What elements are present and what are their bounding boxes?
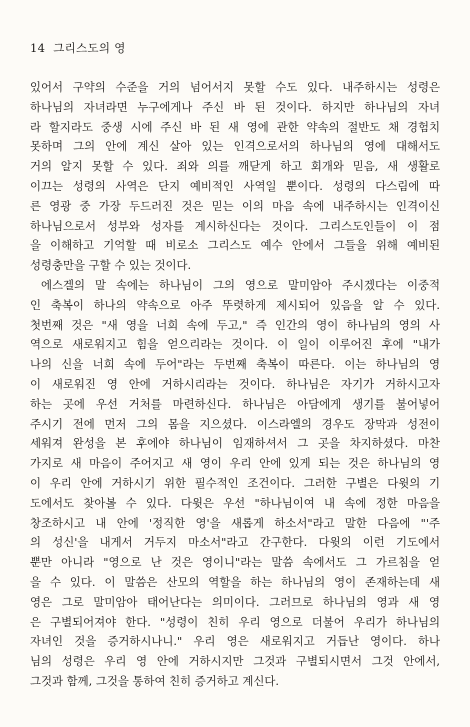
text-line: 이 새로워진 영 안에 거하시리라는 것이다. 하나님은 자기가 거하시고자 [30, 376, 440, 391]
text-line: 라 할지라도 중생 시에 주신 바 된 새 영에 관한 약속의 절반도 채 경험치 [30, 119, 440, 134]
text-line: 세워져 완성을 본 후에야 하나님이 임재하셔서 그 곳을 차지하셨다. 마찬 [30, 436, 440, 451]
text-line: 하나님으로서 성부와 성자를 계시하신다는 것이다. 그리스도인들이 이 점 [30, 218, 440, 233]
text-line: 나의 신을 너희 속에 두어"라는 두번째 축복이 따른다. 이는 하나님의 영 [30, 357, 440, 372]
text-line: 주시기 전에 먼저 그의 몸을 지으셨다. 이스라엘의 경우도 장막과 성전이 [30, 416, 440, 431]
text-line: 도에서도 찾아볼 수 있다. 다윗은 우선 "하나님이여 내 속에 정한 마음을 [30, 495, 440, 510]
running-head-title: 그리스도의 영 [53, 41, 126, 55]
text-line: 인 축복이 하나의 약속으로 아주 뚜렷하게 제시되어 있음을 알 수 있다. [30, 297, 440, 312]
text-line: 이끄는 성령의 사역은 단지 예비적인 사역일 뿐이다. 성령의 다스림에 따 [30, 178, 440, 193]
text-line: 그것과 함께, 그것을 통하여 친히 증거하고 계신다. [30, 673, 280, 688]
body-text [30, 78, 440, 692]
page-number: 14 [30, 41, 46, 55]
text-line: 성령충만을 구할 수 있는 것이다. [30, 258, 192, 273]
text-line: 을 이해하고 기억할 때 비로소 그리스도 예수 안에서 그들을 위해 예비된 [30, 238, 440, 253]
text-line: 첫번째 것은 "새 영을 너희 속에 두고," 즉 인간의 영이 하나님의 영의 사 [30, 317, 440, 332]
text-line: 창조하시고 내 안에 '정직한 영'을 새롭게 하소서"라고 말한 다음에 "'주 [30, 515, 440, 530]
text-line: 영은 그로 말미암아 태어난다는 의미이다. 그러므로 하나님의 영과 새 영 [30, 594, 440, 609]
text-line: 이 우리 안에 거하시기 위한 필수적인 조건이다. 그러한 구별은 다윗의 기 [30, 475, 440, 490]
text-line: 에스겔의 말 속에는 하나님이 그의 영으로 말미암아 주시겠다는 이중적 [41, 277, 440, 292]
text-line: 하는 곳에 우선 거처를 마련하신다. 하나님은 아담에게 생기를 불어넣어 [30, 396, 440, 411]
text-line: 을 수 있다. 이 말씀은 산모의 역할을 하는 하나님의 영이 존재하는데 새 [30, 574, 440, 589]
text-line: 자녀인 것을 증거하시나니." 우리 영은 새로워지고 거듭난 영이다. 하나 [30, 634, 440, 649]
text-line: 뿐만 아니라 "영으로 난 것은 영이니"라는 말씀 속에서도 그 가르침을 얻 [30, 555, 440, 570]
text-line: 님의 성령은 우리 영 안에 거하시지만 그것과 구별되시면서 그것 안에서, [30, 654, 440, 669]
text-line: 은 구별되어져야 한다. "성령이 친히 우리 영으로 더불어 우리가 하나님의 [30, 614, 440, 629]
text-line: 가지로 새 마음이 주어지고 새 영이 우리 안에 있게 되는 것은 하나님의 영 [30, 456, 440, 471]
text-line: 른 영광 중 가장 두드러진 것은 믿는 이의 마음 속에 내주하시는 인격이신 [30, 198, 440, 213]
text-line: 의 성신'을 내게서 거두지 마소서"라고 간구한다. 다윗의 이런 기도에서 [30, 535, 440, 550]
text-line: 있어서 구약의 수준을 거의 넘어서지 못할 수도 있다. 내주하시는 성령은 [30, 80, 440, 94]
text-line: 역으로 새로워지고 힘을 얻으리라는 것이다. 이 일이 이루어진 후에 "내가 [30, 337, 440, 352]
text-line: 거의 알지 못할 수 있다. 죄와 의를 깨닫게 하고 회개와 믿음, 새 생활로 [30, 159, 440, 174]
running-head [30, 40, 126, 56]
text-line: 못하며 그의 안에 계신 살아 있는 인격으로서의 하나님의 영에 대해서도 [30, 139, 440, 154]
text-line: 하나님의 자녀라면 누구에게나 주신 바 된 것이다. 하지만 하나님의 자녀 [30, 99, 440, 114]
